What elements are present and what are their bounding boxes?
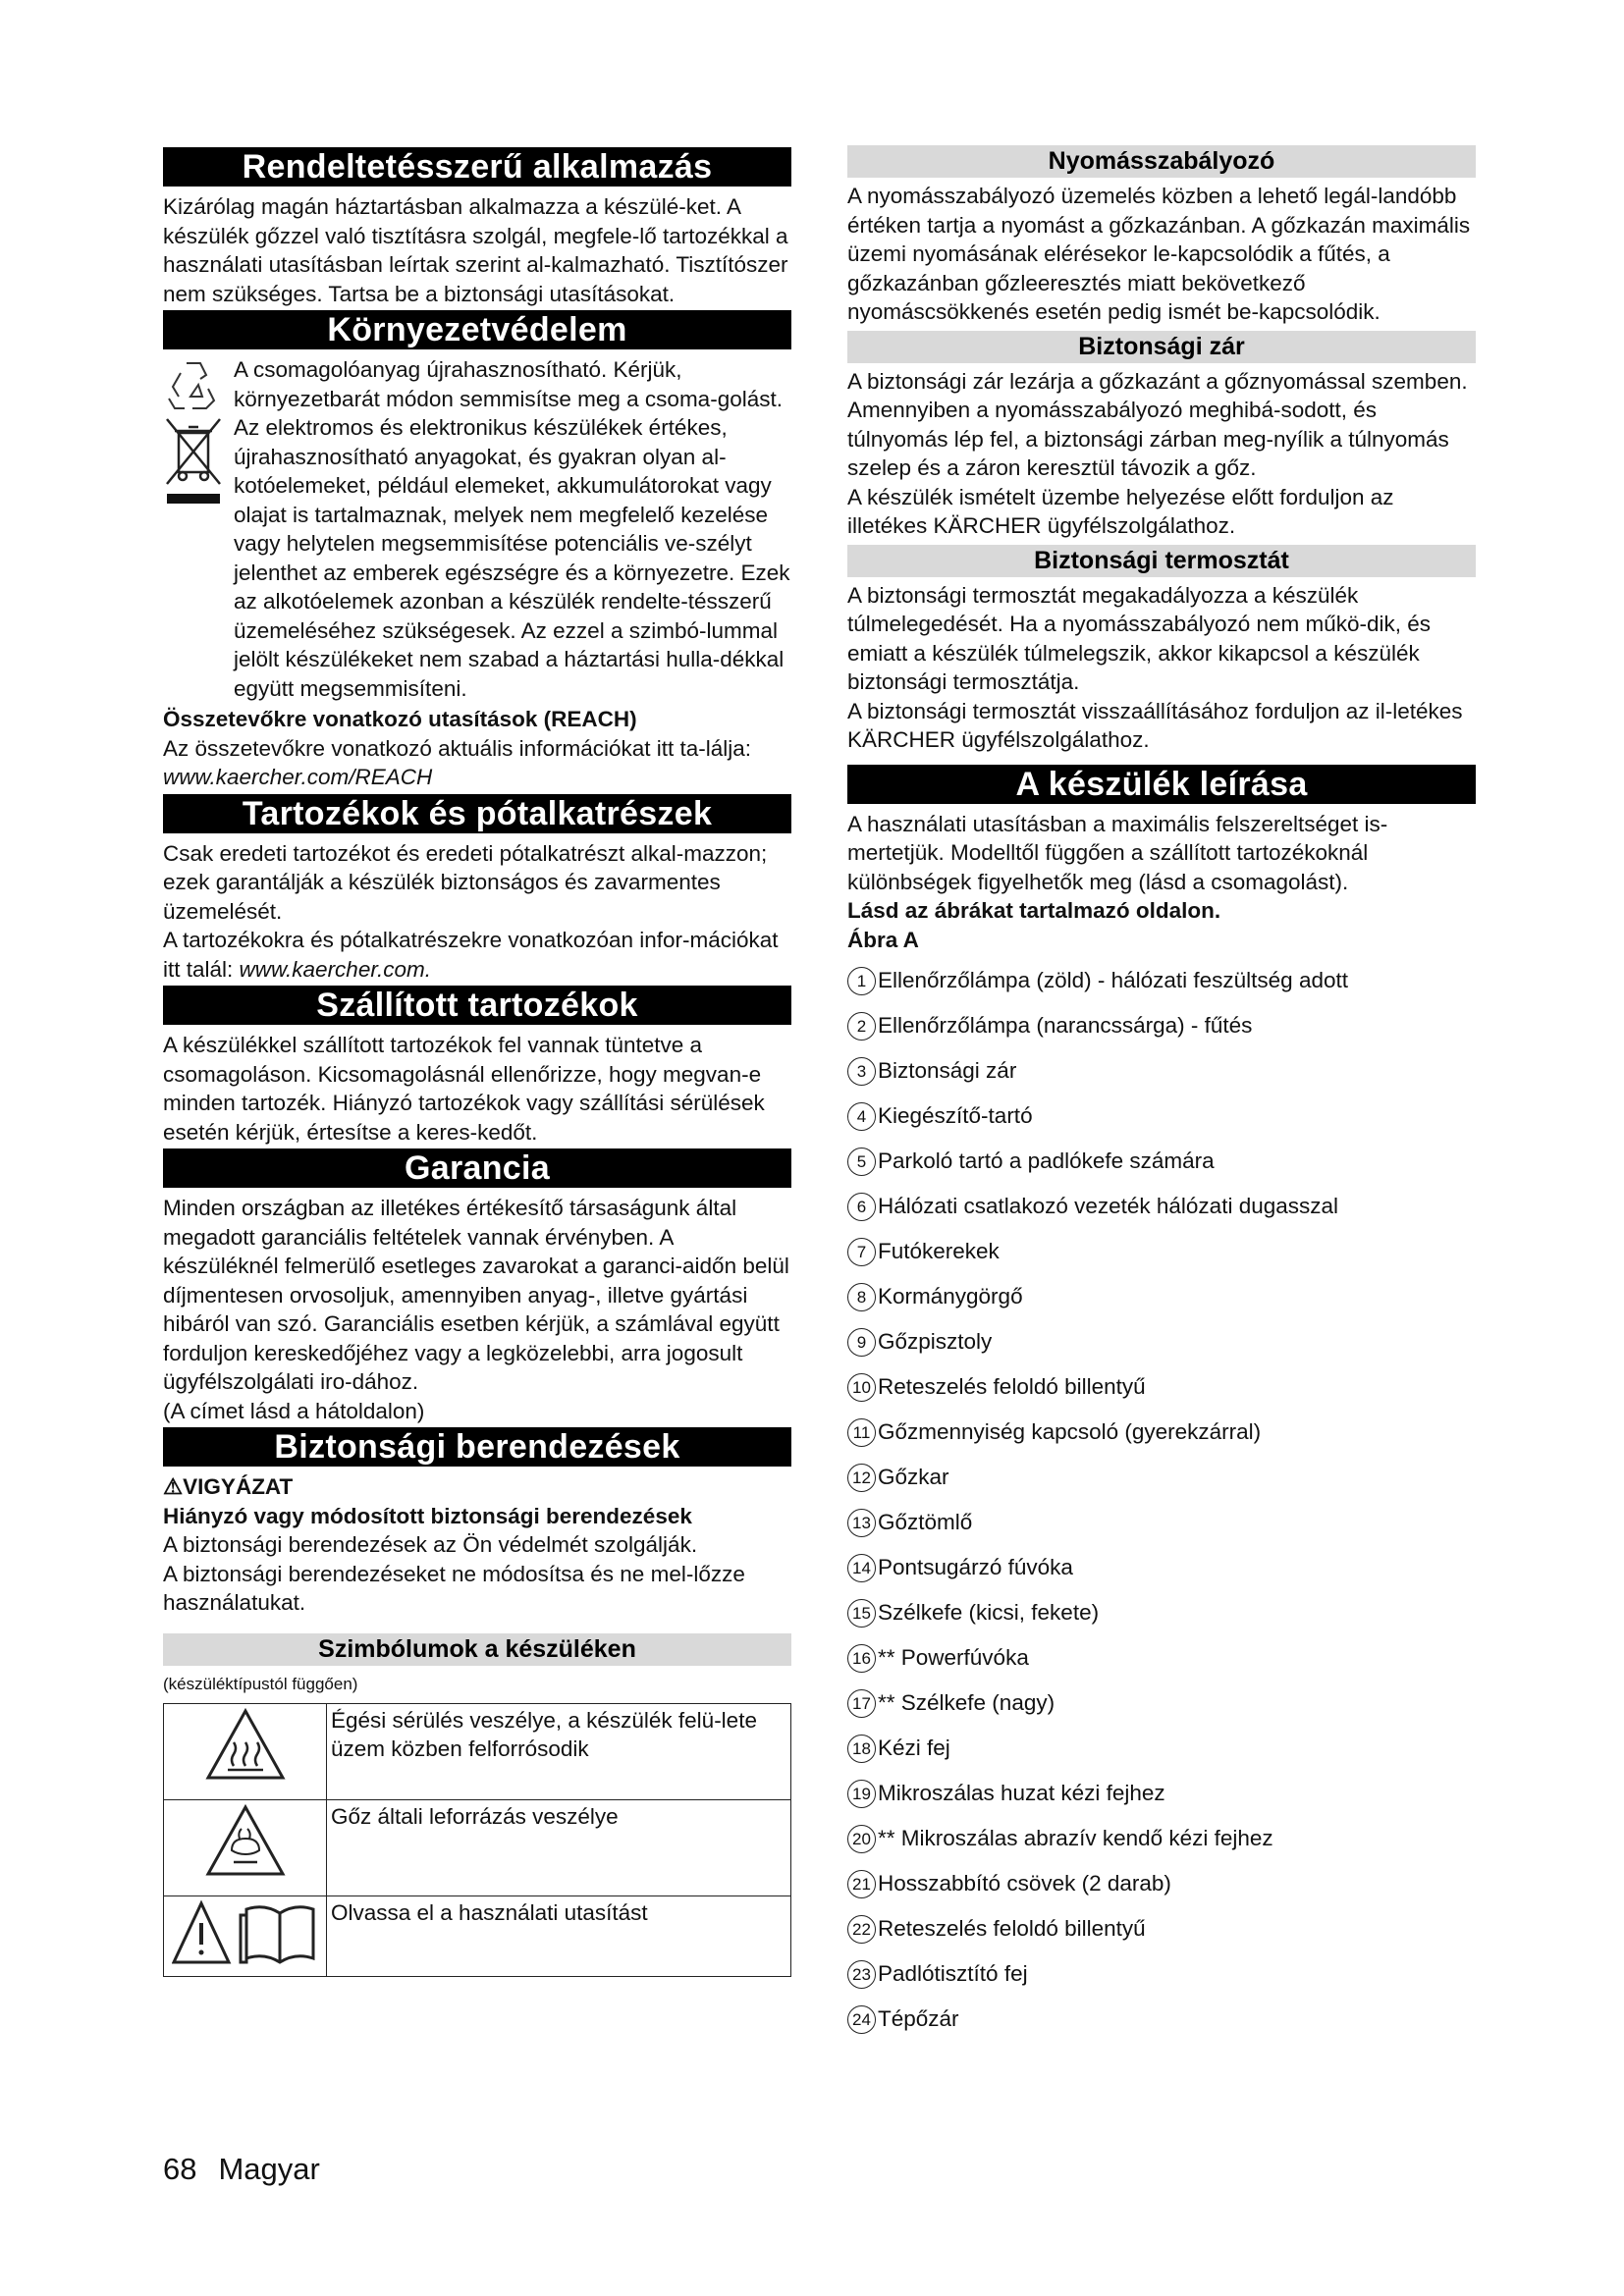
device-description-text: A használati utasításban a maximális felszereltséget is-mertetjük. Modelltől függően a szállított tartozékoknál különbségek figyelhetők meg (lásd a csomagolást). <box>847 811 1388 894</box>
weee-paragraph <box>163 413 791 703</box>
part-number-badge: 19 <box>847 1780 876 1808</box>
symbol-cell <box>164 1703 327 1799</box>
list-item <box>847 1997 1476 2042</box>
delivered-accessories-text: A készülékkel szállított tartozékok fel vannak tüntetve a csomagoláson. Kicsomagolásnál ellenőrizze, hogy megvan-e minden tartozék. Hiányzó tartozékok vagy szállítási sérülések esetén kérjük, értesítse a keres-kedőt. <box>163 1033 765 1145</box>
part-label: Gőzpisztoly <box>878 1329 993 1355</box>
recycle-text: A csomagolóanyag újrahasznosítható. Kérjük, környezetbarát módon semmisítse meg a csoma-golást. <box>234 357 783 411</box>
part-label: Kézi fej <box>878 1735 950 1761</box>
safety-lock-text-1: A biztonsági zár lezárja a gőzkazánt a gőznyomással szemben. Amennyiben a nyomásszabályozó meghibá-sodott, és túlnyomás lép fel, a biztonsági zárban meg-nyílik a túlnyomás szelep és a záron keresztül távozik a gőz. <box>847 368 1468 480</box>
accessories-text-1: Csak eredeti tartozékot és eredeti pótalkatrészt alkal-mazzon; ezek garantálják a készülék biztonságos és zavarmentes üzemelését. <box>163 840 768 924</box>
part-label: Gőztömlő <box>878 1510 973 1535</box>
reach-paragraph <box>163 734 791 792</box>
list-item <box>847 1048 1476 1094</box>
list-item <box>847 1364 1476 1410</box>
section-heading-accessories: Tartozékok és pótalkatrészek <box>163 794 791 833</box>
safety-thermostat-text-1: A biztonsági termosztát megakadályozza a készülék túlmelegedését. Ha a nyomásszabályozó nem műkö-dik, és emiatt a készülék túlmelegszik, akkor kikapcsol a készülék biztonsági termosztátja. <box>847 582 1432 694</box>
part-number-badge: 23 <box>847 1960 876 1989</box>
table-row <box>164 1799 791 1896</box>
list-item <box>847 1139 1476 1184</box>
part-label: Mikroszálas huzat kézi fejhez <box>878 1781 1165 1806</box>
part-label: Padlótisztító fej <box>878 1961 1028 1987</box>
part-label: Gőzmennyiség kapcsoló (gyerekzárral) <box>878 1419 1262 1445</box>
list-item <box>847 1635 1476 1681</box>
part-label: Kiegészítő-tartó <box>878 1103 1033 1129</box>
part-label: Gőzkar <box>878 1465 949 1490</box>
symbol-description: Olvassa el a használati utasítást <box>327 1896 791 1977</box>
page-number: 68 <box>163 2152 197 2186</box>
steam-scald-warning-icon <box>204 1801 287 1880</box>
part-number-badge: 20 <box>847 1825 876 1853</box>
part-number-badge: 4 <box>847 1102 876 1131</box>
symbol-description: Gőz általi leforrázás veszélye <box>327 1799 791 1896</box>
part-number-badge: 10 <box>847 1373 876 1402</box>
symbol-cell <box>164 1896 327 1977</box>
part-label: Biztonsági zár <box>878 1058 1017 1084</box>
part-label: Tépőzár <box>878 2006 959 2032</box>
symbols-note: (készüléktípustól függően) <box>163 1674 358 1693</box>
part-number-badge: 17 <box>847 1689 876 1718</box>
part-label: Hálózati csatlakozó vezeték hálózati dugasszal <box>878 1194 1339 1219</box>
part-number-badge: 3 <box>847 1057 876 1086</box>
list-item <box>847 1455 1476 1500</box>
see-figures-text: Lásd az ábrákat tartalmazó oldalon. <box>847 898 1221 923</box>
part-number-badge: 5 <box>847 1148 876 1176</box>
subheading-safety-thermostat: Biztonsági termosztát <box>847 545 1476 577</box>
left-column <box>163 145 791 1977</box>
part-number-badge: 16 <box>847 1644 876 1673</box>
list-item <box>847 1184 1476 1229</box>
reach-text: Az összetevőkre vonatkozó aktuális információkat itt ta-lálja: <box>163 735 752 761</box>
part-number-badge: 14 <box>847 1554 876 1582</box>
part-label: Parkoló tartó a padlókefe számára <box>878 1148 1215 1174</box>
list-item <box>847 1816 1476 1861</box>
safety-devices-text-2: A biztonsági berendezéseket ne módosítsa és ne mel-lőzze használatukat. <box>163 1561 745 1615</box>
part-label: Pontsugárzó fúvóka <box>878 1555 1073 1580</box>
kaercher-link[interactable]: www.kaercher.com. <box>239 956 431 982</box>
part-number-badge: 22 <box>847 1915 876 1944</box>
list-item <box>847 1545 1476 1590</box>
part-number-badge: 11 <box>847 1418 876 1447</box>
subheading-pressure-regulator: Nyomásszabályozó <box>847 145 1476 178</box>
list-item <box>847 1861 1476 1906</box>
part-number-badge: 9 <box>847 1328 876 1357</box>
safety-devices-text-1: A biztonsági berendezések az Ön védelmét szolgálják. <box>163 1532 698 1557</box>
language-label: Magyar <box>218 2152 320 2186</box>
part-label: Hosszabbító csövek (2 darab) <box>878 1871 1171 1896</box>
part-label: Ellenőrzőlámpa (zöld) - hálózati feszültség adott <box>878 968 1348 993</box>
figure-a-label: Ábra A <box>847 927 919 952</box>
intended-use-text: Kizárólag magán háztartásban alkalmazza a készülé-ket. A készülék gőzzel való tisztításra szolgál, megfele-lő tartozékkal a használati utasításban leírtak szerint al-kalmazható. Tisztítószer nem szükséges. Tartsa be a biztonsági utasításokat. <box>163 194 788 306</box>
list-item <box>847 958 1476 1003</box>
list-item <box>847 1274 1476 1319</box>
section-heading-device-description: A készülék leírása <box>847 765 1476 804</box>
list-item <box>847 1094 1476 1139</box>
list-item <box>847 1726 1476 1771</box>
part-number-badge: 1 <box>847 967 876 995</box>
part-number-badge: 13 <box>847 1509 876 1537</box>
table-row <box>164 1703 791 1799</box>
reach-link[interactable]: www.kaercher.com/REACH <box>163 765 433 789</box>
list-item <box>847 1906 1476 1951</box>
part-number-badge: 2 <box>847 1012 876 1041</box>
part-number-badge: 15 <box>847 1599 876 1628</box>
safety-lock-text-2: A készülék ismételt üzembe helyezése előtt forduljon az illetékes KÄRCHER ügyfélszolgálathoz. <box>847 484 1394 538</box>
list-item <box>847 1951 1476 1997</box>
symbol-cell <box>164 1799 327 1896</box>
read-manual-icon <box>172 1897 319 1968</box>
hot-surface-warning-icon <box>204 1705 287 1784</box>
part-number-badge: 21 <box>847 1870 876 1898</box>
part-number-badge: 6 <box>847 1193 876 1221</box>
warning-label: VIGYÁZAT <box>183 1474 294 1499</box>
section-heading-delivered-accessories: Szállított tartozékok <box>163 986 791 1025</box>
table-row <box>164 1896 791 1977</box>
part-label: Reteszelés feloldó billentyű <box>878 1374 1146 1400</box>
list-item <box>847 1410 1476 1455</box>
part-number-badge: 24 <box>847 2005 876 2034</box>
warning-line <box>163 1472 791 1502</box>
part-label: Kormánygörgő <box>878 1284 1023 1309</box>
crossed-bin-icon <box>163 415 226 506</box>
reach-title: Összetevőkre vonatkozó utasítások (REACH) <box>163 707 637 731</box>
part-label: Ellenőrzőlámpa (narancssárga) - fűtés <box>878 1013 1253 1039</box>
part-label: ** Szélkefe (nagy) <box>878 1690 1056 1716</box>
accessories-text-2: A tartozékokra és pótalkatrészekre vonatkozóan infor-mációkat itt talál: <box>163 928 779 982</box>
list-item <box>847 1003 1476 1048</box>
part-label: Reteszelés feloldó billentyű <box>878 1916 1146 1942</box>
part-number-badge: 12 <box>847 1464 876 1492</box>
accessories-paragraph-2 <box>163 926 791 984</box>
symbol-description: Égési sérülés veszélye, a készülék felü-lete üzem közben felforrósodik <box>327 1703 791 1799</box>
list-item <box>847 1500 1476 1545</box>
part-number-badge: 18 <box>847 1735 876 1763</box>
section-heading-intended-use: Rendeltetésszerű alkalmazás <box>163 147 791 187</box>
section-heading-warranty: Garancia <box>163 1148 791 1188</box>
warranty-text-2: (A címet lásd a hátoldalon) <box>163 1398 425 1423</box>
list-item <box>847 1681 1476 1726</box>
section-heading-safety-devices: Biztonsági berendezések <box>163 1427 791 1467</box>
symbols-table <box>163 1703 791 1978</box>
part-label: Szélkefe (kicsi, fekete) <box>878 1600 1100 1626</box>
list-item <box>847 1229 1476 1274</box>
part-label: ** Mikroszálas abrazív kendő kézi fejhez <box>878 1826 1273 1851</box>
part-number-badge: 8 <box>847 1283 876 1311</box>
page-footer <box>163 2152 342 2187</box>
pressure-regulator-text: A nyomásszabályozó üzemelés közben a lehető legál-landóbb értéken tartja a nyomást a gőzkazánban. A gőzkazán maximális üzemi nyomásának elérésekor le-kapcsolódik a fűtés, a gőzkazánban gőzleeresztés miatt bekövetkező nyomáscsökkenés esetén pedig ismét be-kapcsolódik. <box>847 184 1471 324</box>
list-item <box>847 1590 1476 1635</box>
recycle-paragraph <box>163 355 791 413</box>
recycle-icon <box>163 357 224 414</box>
safety-thermostat-text-2: A biztonsági termosztát visszaállításához forduljon az il-letékes KÄRCHER ügyfélszolgálathoz. <box>847 698 1463 752</box>
part-number-badge: 7 <box>847 1238 876 1266</box>
part-label: Futókerekek <box>878 1239 1000 1264</box>
warning-bold-text: Hiányzó vagy módosított biztonsági berendezések <box>163 1503 692 1528</box>
list-item <box>847 1319 1476 1364</box>
list-item <box>847 1771 1476 1816</box>
part-label: ** Powerfúvóka <box>878 1645 1029 1671</box>
warning-triangle-icon: ⚠ <box>163 1474 184 1499</box>
warranty-text-1: Minden országban az illetékes értékesítő társaságunk által megadott garanciális feltételek vannak érvényben. A készüléknél felmerülő esetleges zavarokat a garanci-aidőn belül díjmentesen orvosoljuk, amennyiben anyag-, illetve gyártási hibáról van szó. Garanciális esetben kérjük, a számlával együtt forduljon kereskedőjéhez vagy a legközelebbi, arra jogosult ügyfélszolgálati iro-dához. <box>163 1196 789 1394</box>
parts-list <box>847 958 1476 2042</box>
section-heading-environment: Környezetvédelem <box>163 310 791 349</box>
weee-text: Az elektromos és elektronikus készülékek értékes, újrahasznosítható anyagokat, és gyakran olyan al-kotóelemeket, például elemeket, akkumulátorokat vagy olajat is tartalmaznak, melyek nem megfelelő kezelése vagy helytelen megsemmisítése potenciális ve-szélyt jelenthet az emberek egészségre és a környezetre. Ezek az alkotóelemek azonban a készülék rendelte-tésszerű üzemeléséhez szükségesek. Az ezzel a szimbó-lummal jelölt készülékeket nem szabad a háztartási hulla-dékkal együtt megsemmisíteni. <box>234 415 790 701</box>
subheading-symbols: Szimbólumok a készüléken <box>163 1633 791 1666</box>
subheading-safety-lock: Biztonsági zár <box>847 331 1476 363</box>
right-column <box>847 145 1476 2042</box>
